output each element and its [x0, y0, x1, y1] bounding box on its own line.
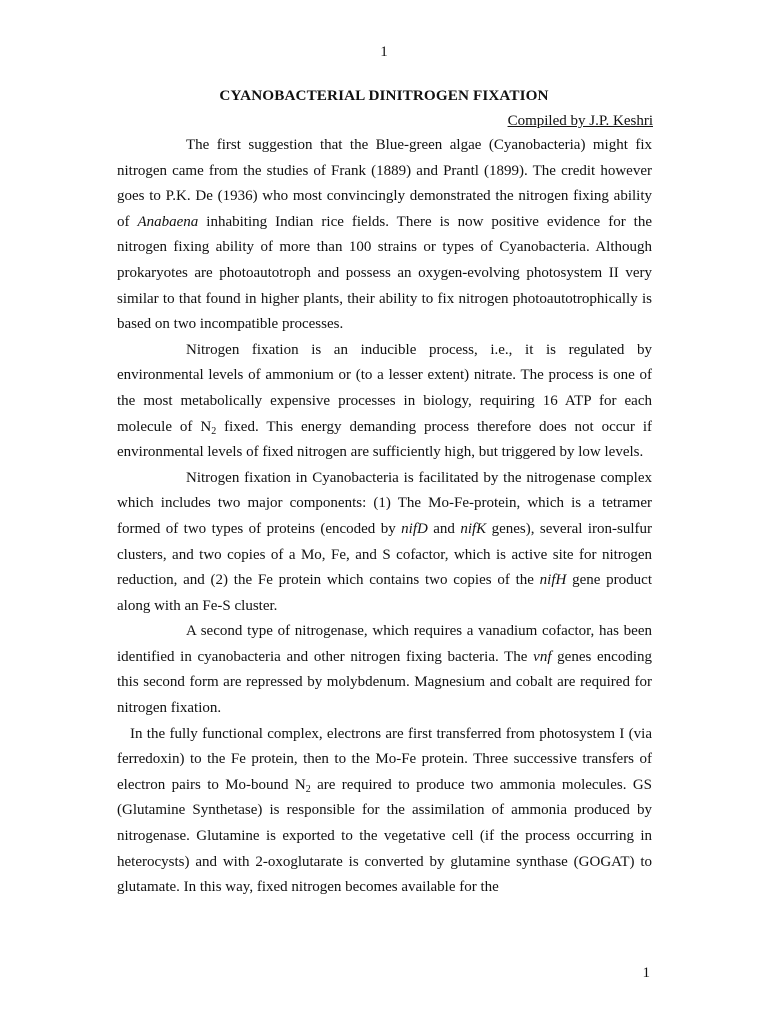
paragraph-5-text-b: are required to produce two ammonia molecules. GS (Glutamine Synthetase) is responsible for the assimilation of ammonia produced by nitrogenase. Glutamine is exported to the vegetative cell (if the process occurring in heterocysts) and with 2-oxoglutarate is converted by glutamine synthase (GOGAT) to glutamate. In this way, fixed nitrogen becomes available for the	[117, 776, 652, 896]
paragraph-5-text-a: In the fully functional complex, electrons are first transferred from photosystem I (via ferredoxin) to the Fe protein, then to the Mo-Fe protein. Three successive transfers of electron pairs to Mo-bound N	[117, 725, 652, 793]
page-number-bottom: 1	[642, 965, 650, 981]
author-line: Compiled by J.P. Keshri	[507, 113, 653, 129]
paragraph-3-text-b: and	[427, 520, 461, 537]
paragraph-3-text-a: Nitrogen fixation in Cyanobacteria is facilitated by the nitrogenase complex which includes two major components: (1) The Mo-Fe-protein, which is a tetramer formed of two types of proteins (encoded by	[117, 469, 652, 537]
paragraph-3-italic-nifk: nifK	[460, 520, 487, 537]
paragraph-2-text-a: Nitrogen fixation is an inducible process, i.e., it is regulated by environmental levels of ammonium or (to a lesser extent) nitrate. The process is one of the most metabolically expensive processes in biology, requiring 16 ATP for each molecule of N	[117, 341, 652, 435]
paragraph-4-text-a: A second type of nitrogenase, which requires a vanadium cofactor, has been identified in cyanobacteria and other nitrogen fixing bacteria. The	[117, 623, 652, 665]
paragraph-2-subscript: 2	[211, 425, 217, 437]
paragraph-4-italic-vnf: vnf	[533, 648, 552, 665]
page-number-top: 1	[380, 44, 388, 60]
paragraph-2	[117, 338, 652, 466]
paragraph-4-text-b: genes encoding this second form are repressed by molybdenum. Magnesium and cobalt are required for nitrogen fixation.	[117, 648, 652, 717]
paragraph-1	[117, 133, 652, 338]
paragraph-5-subscript: 2	[305, 783, 311, 795]
paragraph-4	[117, 619, 652, 721]
paragraph-3-italic-nifd: nifD	[401, 520, 428, 537]
paragraph-1-text-a: The first suggestion that the Blue-green algae (Cyanobacteria) might fix nitrogen came from the studies of Frank (1889) and Prantl (1899). The credit however goes to P.K. De (1936) who most convincingly demonstrated the nitrogen fixing ability of	[117, 137, 652, 230]
body-text	[117, 133, 652, 901]
paragraph-5	[117, 722, 652, 901]
document-title: CYANOBACTERIAL DINITROGEN FIXATION	[219, 87, 549, 104]
paragraph-3-text-d: gene product along with an Fe-S cluster.	[117, 572, 652, 614]
paragraph-3-text-c: genes), several iron-sulfur clusters, and two copies of a Mo, Fe, and S cofactor, which is active site for nitrogen reduction, and (2) the Fe protein which contains two copies of the	[117, 520, 652, 589]
paragraph-1-text-b: inhabiting Indian rice fields. There is now positive evidence for the nitrogen fixing ability of more than 100 strains or types of Cyanobacteria. Although prokaryotes are photoautotroph and possess an oxygen-evolving photosystem II very similar to that found in higher plants, their ability to fix nitrogen photoautotrophically is based on two incompatible processes.	[117, 213, 652, 333]
paragraph-1-italic-anabaena: Anabaena	[137, 213, 199, 230]
paragraph-3	[117, 466, 652, 620]
paragraph-2-text-b: fixed. This energy demanding process therefore does not occur if environmental levels of fixed nitrogen are sufficiently high, but triggered by low levels.	[117, 418, 652, 461]
paragraph-3-italic-nifh: nifH	[539, 572, 567, 589]
